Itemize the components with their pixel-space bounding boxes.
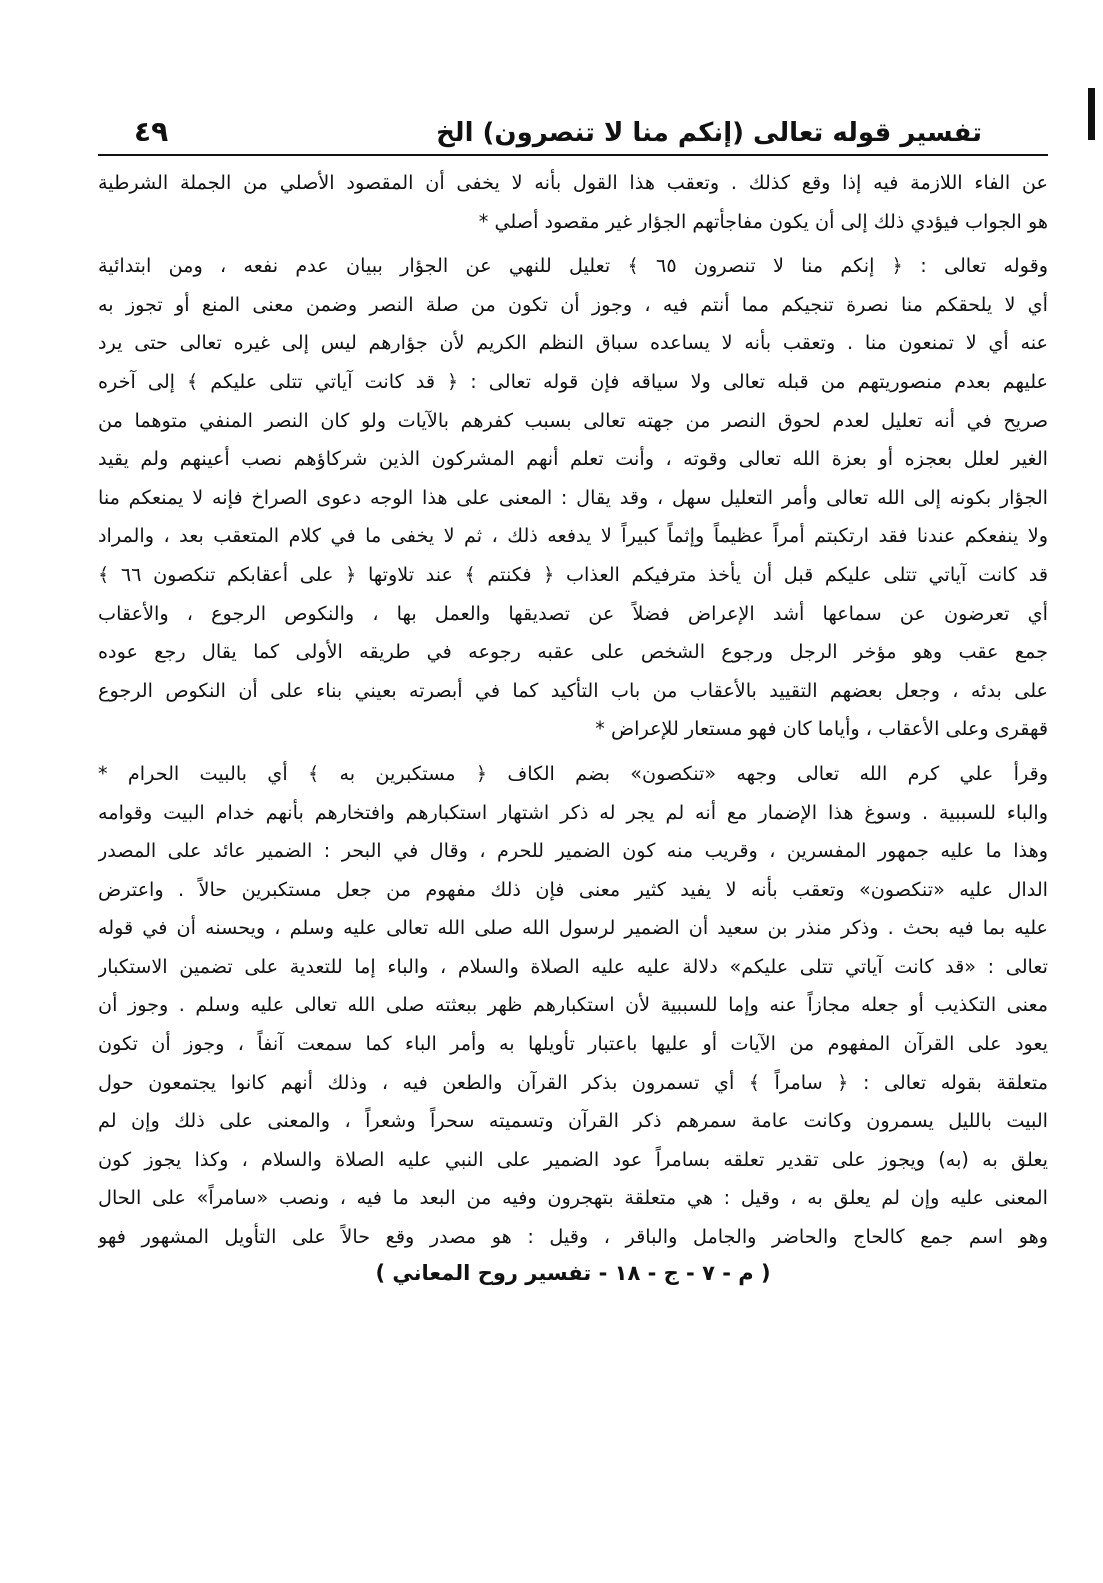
- paragraph: [98, 247, 1048, 749]
- text-line: أي لا يلحقكم منا نصرة تنجيكم مما أنتم فيه ، وجوز أن تكون من صلة النصر وضمن معنى المنع أو تجوز به: [98, 292, 1048, 316]
- text-line: الجؤار بكونه إلى الله تعالى وأمر التعليل سهل ، وقد يقال : المعنى على هذا الوجه دعوى الصراخ فإنه لا يمنعكم منا: [98, 485, 1048, 509]
- text-line: عنه أي لا تمنعون منا . وتعقب بأنه لا يساعده سباق النظم الكريم لأن جؤارهم ليس إلى غيره تعالى حتى يرد: [98, 331, 1048, 355]
- text-line: صريح في أنه تعليل لعدم لحوق النصر من جهته تعالى بسبب كفرهم بالآيات ولو كان النصر المنفي متوهما من: [98, 408, 1048, 432]
- text-line: وقرأ علي كرم الله تعالى وجهه «تنكصون» بضم الكاف ﴿ مستكبرين به ﴾ أي بالبيت الحرام *: [98, 761, 1048, 785]
- text-line: وهذا ما عليه جمهور المفسرين ، وقريب منه كون الضمير للحرم ، وقال في البحر : الضمير عائد على المصدر: [98, 839, 1048, 863]
- text-line: جمع عقب وهو مؤخر الرجل ورجوع الشخص على عقبه رجوعه في طريقه الأولى كما يقال رجع عوده: [98, 640, 1048, 664]
- running-title: تفسير قوله تعالى (إنكم منا لا تنصرون) الخ: [436, 118, 982, 148]
- page-edge-mark: [1088, 88, 1095, 140]
- text-line: تعالى : «قد كانت آياتي تتلى عليكم» دلالة عليه عليه الصلاة والسلام ، والباء إما للتعدية على تضمين الاستكبار: [98, 954, 1048, 978]
- text-line: معنى التكذيب أو جعله مجازاً عنه وإما للسببية لأن استكبارهم ظهر ببعثته صلى الله تعالى عليه وسلم . وجوز أن: [98, 993, 1048, 1017]
- body-text: [98, 164, 1048, 1257]
- text-line: وقوله تعالى : ﴿ إنكم منا لا تنصرون ٦٥ ﴾ تعليل للنهي عن الجؤار ببيان عدم نفعه ، ومن ابتدائية: [98, 254, 1048, 278]
- text-line: يعود على القرآن المفهوم من الآيات أو عليها باعتبار تأويلها به وأمر الباء كما سمعت آنفاً ، وجوز أن تكون: [98, 1032, 1048, 1056]
- text-line: يعلق به (به) ويجوز على تقدير تعلقه بسامراً عود الضمير على النبي عليه الصلاة والسلام ، وكذا يجوز كون: [98, 1147, 1048, 1171]
- text-line: البيت بالليل يسمرون وكانت عامة سمرهم ذكر القرآن وتسميته سحراً وشعراً ، والمعنى على ذلك وإن لم: [98, 1109, 1048, 1133]
- text-line: عليهم بعدم منصوريتهم من قبله تعالى ولا سياقه فإن قوله تعالى : ﴿ قد كانت آياتي تتلى عليكم ﴾ إلى آخره: [98, 369, 1048, 393]
- page-number: ٤٩: [134, 115, 169, 148]
- text-line: عليه بما فيه بحث . وذكر منذر بن سعيد أن الضمير لرسول الله صلى الله تعالى عليه وسلم ، ويحسنه أن في قوله: [98, 916, 1048, 940]
- text-line: الغير لعلل بعجزه أو بعزة الله تعالى وقوته ، وأنت تعلم أنهم المشركون الذين شركاؤهم نصب أعينهم ولم يقيد: [98, 447, 1048, 471]
- text-line: هو الجواب فيؤدي ذلك إلى أن يكون مفاجأتهم الجؤار غير مقصود أصلي *: [478, 209, 1048, 233]
- text-line: قد كانت آياتي تتلى عليكم قبل أن يأخذ مترفيكم العذاب ﴿ فكنتم ﴾ عند تلاوتها ﴿ على أعقابكم تنكصون ٦٦ ﴾: [98, 562, 1048, 586]
- text-line: أي تعرضون عن سماعها أشد الإعراض فضلاً عن تصديقها والعمل بها ، والنكوص الرجوع ، والأعقاب: [98, 601, 1048, 625]
- text-line: متعلقة بقوله تعالى : ﴿ سامراً ﴾ أي تسمرون بذكر القرآن والطعن فيه ، وذلك أنهم كانوا يجتمعون حول: [98, 1070, 1048, 1094]
- paragraph: [98, 164, 1048, 241]
- page-footer-signature: ( م - ٧ - ج - ١٨ - تفسير روح المعاني ): [375, 1260, 771, 1285]
- text-line: قهقرى وعلى الأعقاب ، وأياما كان فهو مستعار للإعراض *: [595, 717, 1048, 741]
- text-line: والباء للسببية . وسوغ هذا الإضمار مع أنه لم يجر له ذكر اشتهار استكبارهم وافتخارهم بأنهم خدام البيت وقوامه: [98, 800, 1048, 824]
- text-line: عن الفاء اللازمة فيه إذا وقع كذلك . وتعقب هذا القول بأنه لا يخفى أن المقصود الأصلي من الجملة الشرطية: [98, 171, 1048, 194]
- text-line: الدال عليه «تنكصون» وتعقب بأنه لا يفيد كثير معنى فإن ذلك مفهوم من جعل مستكبرين حالاً . واعترض: [98, 877, 1048, 901]
- text-line: على بدئه ، وجعل بعضهم التقييد بالأعقاب من باب التأكيد كما في أبصرته بعيني بناء على أن النكوص الرجوع: [98, 678, 1048, 702]
- text-line: وهو اسم جمع كالحاج والحاضر والجامل والباقر ، وقيل : هو مصدر وقع حالاً على التأويل المشهور فهو: [98, 1225, 1048, 1249]
- text-line: المعنى عليه وإن لم يعلق به ، وقيل : هي متعلقة بتهجرون وفيه من البعد ما فيه ، ونصب «سامراً» على الحال: [98, 1186, 1048, 1210]
- paragraph: [98, 755, 1048, 1257]
- page-header: [98, 100, 1048, 156]
- text-line: ولا ينفعكم عندنا فقد ارتكبتم أمراً عظيماً وإثماً كبيراً لا يدفعه ذلك ، ثم لا يخفى ما في كلام المتعقب بعد ، والمراد: [98, 524, 1048, 548]
- document-page: [98, 100, 1048, 1560]
